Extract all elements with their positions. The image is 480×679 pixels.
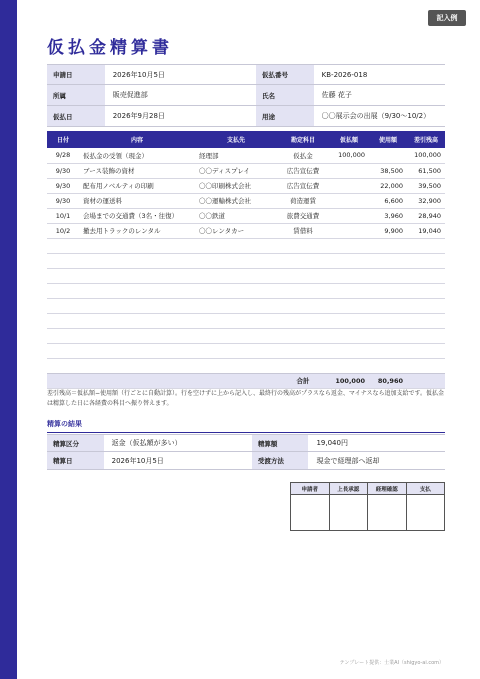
cell-used[interactable]: 22,000 [369, 178, 407, 193]
cell-payee[interactable]: 〇〇ディスプレイ [195, 163, 277, 178]
empty-row[interactable] [47, 253, 445, 268]
page-title: 仮払金精算書 [47, 38, 173, 58]
cell-description[interactable]: 会場までの交通費（3名・往復） [79, 208, 195, 223]
cell-balance: 28,940 [407, 208, 445, 223]
cell-date[interactable]: 9/30 [47, 193, 79, 208]
manager-stamp-header: 上長承認 [329, 483, 368, 495]
settlement-amount-value[interactable]: 19,040円 [316, 439, 348, 447]
cell-payee[interactable]: 〇〇印刷株式会社 [195, 178, 277, 193]
empty-row[interactable] [47, 328, 445, 343]
advance-number-label: 仮払番号 [256, 65, 314, 84]
applicant-stamp-box[interactable] [291, 495, 330, 531]
ledger-header-row [47, 131, 445, 148]
col-description-header: 内容 [79, 131, 195, 148]
cell-advance[interactable] [329, 208, 369, 223]
cell-description[interactable]: 仮払金の受領（現金） [79, 148, 195, 163]
cell-used[interactable]: 6,600 [369, 193, 407, 208]
cell-description[interactable]: 撤去用トラックのレンタル [79, 223, 195, 238]
total-label: 合計 [277, 373, 329, 388]
sample-badge: 記入例 [428, 10, 466, 26]
empty-row[interactable] [47, 283, 445, 298]
cell-advance[interactable] [329, 178, 369, 193]
col-advance-header: 仮払額 [329, 131, 369, 148]
table-row [47, 193, 445, 208]
settlement-date-value[interactable]: 2026年10月5日 [111, 456, 164, 465]
cell-balance: 32,900 [407, 193, 445, 208]
name-label: 氏名 [256, 85, 314, 105]
empty-row[interactable] [47, 313, 445, 328]
total-used: 80,960 [369, 373, 407, 388]
header-row [47, 64, 445, 85]
approval-stamp-table [290, 482, 445, 531]
table-row [47, 148, 445, 163]
cell-used[interactable] [369, 148, 407, 163]
advance-date-value[interactable]: 2026年9月28日 [112, 112, 165, 120]
header-row [47, 106, 445, 127]
header-info-grid [47, 64, 445, 127]
cell-account[interactable]: 広告宣伝費 [277, 163, 329, 178]
cell-used[interactable]: 3,960 [369, 208, 407, 223]
cell-balance: 100,000 [407, 148, 445, 163]
empty-row[interactable] [47, 268, 445, 283]
manager-stamp-box[interactable] [329, 495, 368, 531]
cell-date[interactable]: 9/30 [47, 163, 79, 178]
total-advance: 100,000 [329, 373, 369, 388]
cell-balance: 61,500 [407, 163, 445, 178]
advance-number-value[interactable]: KB-2026-018 [321, 70, 368, 79]
settlement-row [47, 452, 445, 470]
cell-date[interactable]: 9/28 [47, 148, 79, 163]
settlement-type-label: 精算区分 [47, 435, 104, 451]
table-row [47, 208, 445, 223]
col-used-header: 使用額 [369, 131, 407, 148]
table-row [47, 223, 445, 238]
settlement-type-value[interactable]: 返金（仮払額が多い） [111, 439, 182, 447]
empty-row[interactable] [47, 358, 445, 373]
cell-account[interactable]: 旅費交通費 [277, 208, 329, 223]
advance-date-label: 仮払日 [47, 106, 105, 126]
expense-ledger-table [47, 131, 445, 389]
department-label: 所属 [47, 85, 105, 105]
cell-balance: 19,040 [407, 223, 445, 238]
settlement-heading: 精算の結果 [47, 419, 445, 433]
col-payee-header: 支払先 [195, 131, 277, 148]
cell-account[interactable]: 荷造運賃 [277, 193, 329, 208]
cell-account[interactable]: 仮払金 [277, 148, 329, 163]
cell-account[interactable]: 広告宣伝費 [277, 178, 329, 193]
application-date-label: 申請日 [47, 65, 105, 84]
empty-row[interactable] [47, 343, 445, 358]
cell-advance[interactable]: 100,000 [329, 148, 369, 163]
purpose-label: 用途 [256, 106, 314, 126]
applicant-stamp-header: 申請者 [291, 483, 330, 495]
settlement-row [47, 434, 445, 452]
cell-account[interactable]: 賃借料 [277, 223, 329, 238]
cell-payee[interactable]: 〇〇運輸株式会社 [195, 193, 277, 208]
accounting-stamp-box[interactable] [368, 495, 407, 531]
empty-row[interactable] [47, 238, 445, 253]
col-date-header: 日付 [47, 131, 79, 148]
sidebar-accent-bar [0, 0, 17, 679]
delivery-method-label: 受渡方法 [252, 452, 309, 469]
purpose-value[interactable]: 〇〇展示会の出展（9/30〜10/2） [321, 112, 431, 120]
header-row [47, 85, 445, 106]
payment-stamp-header: 支払 [406, 483, 445, 495]
cell-description[interactable]: 配布用ノベルティの印刷 [79, 178, 195, 193]
cell-payee[interactable]: 〇〇レンタカー [195, 223, 277, 238]
empty-row[interactable] [47, 298, 445, 313]
cell-advance[interactable] [329, 163, 369, 178]
cell-description[interactable]: ブース装飾の資材 [79, 163, 195, 178]
delivery-method-value[interactable]: 現金で経理部へ返却 [316, 456, 380, 465]
payment-stamp-box[interactable] [406, 495, 445, 531]
cell-used[interactable]: 38,500 [369, 163, 407, 178]
footer-credit: テンプレート提供：士業AI（shigyo-ai.com） [339, 660, 444, 666]
total-row [47, 373, 445, 388]
name-value[interactable]: 佐藤 花子 [321, 91, 352, 99]
col-balance-header: 差引残高 [407, 131, 445, 148]
cell-date[interactable]: 10/2 [47, 223, 79, 238]
accounting-stamp-header: 経理確認 [368, 483, 407, 495]
cell-payee[interactable]: 経理部 [195, 148, 277, 163]
instruction-note: 差引残高＝仮払額−使用額（行ごとに自動計算）。行を空けずに上から記入し、最終行の残高がプラスなら返金、マイナスなら追加支給です。仮払金は精算した日に各経費の科目へ振り替えます。 [47, 390, 445, 407]
cell-description[interactable]: 資材の運送料 [79, 193, 195, 208]
cell-payee[interactable]: 〇〇鉄道 [195, 208, 277, 223]
cell-used[interactable]: 9,900 [369, 223, 407, 238]
settlement-date-label: 精算日 [47, 452, 104, 469]
settlement-grid [47, 434, 445, 470]
table-row [47, 178, 445, 193]
department-value[interactable]: 販売促進部 [112, 91, 148, 99]
cell-date[interactable]: 10/1 [47, 208, 79, 223]
cell-balance: 39,500 [407, 178, 445, 193]
application-date-value[interactable]: 2026年10月5日 [112, 70, 165, 79]
settlement-amount-label: 精算額 [252, 435, 309, 451]
cell-advance[interactable] [329, 193, 369, 208]
table-row [47, 163, 445, 178]
cell-date[interactable]: 9/30 [47, 178, 79, 193]
col-account-header: 勘定科目 [277, 131, 329, 148]
cell-advance[interactable] [329, 223, 369, 238]
